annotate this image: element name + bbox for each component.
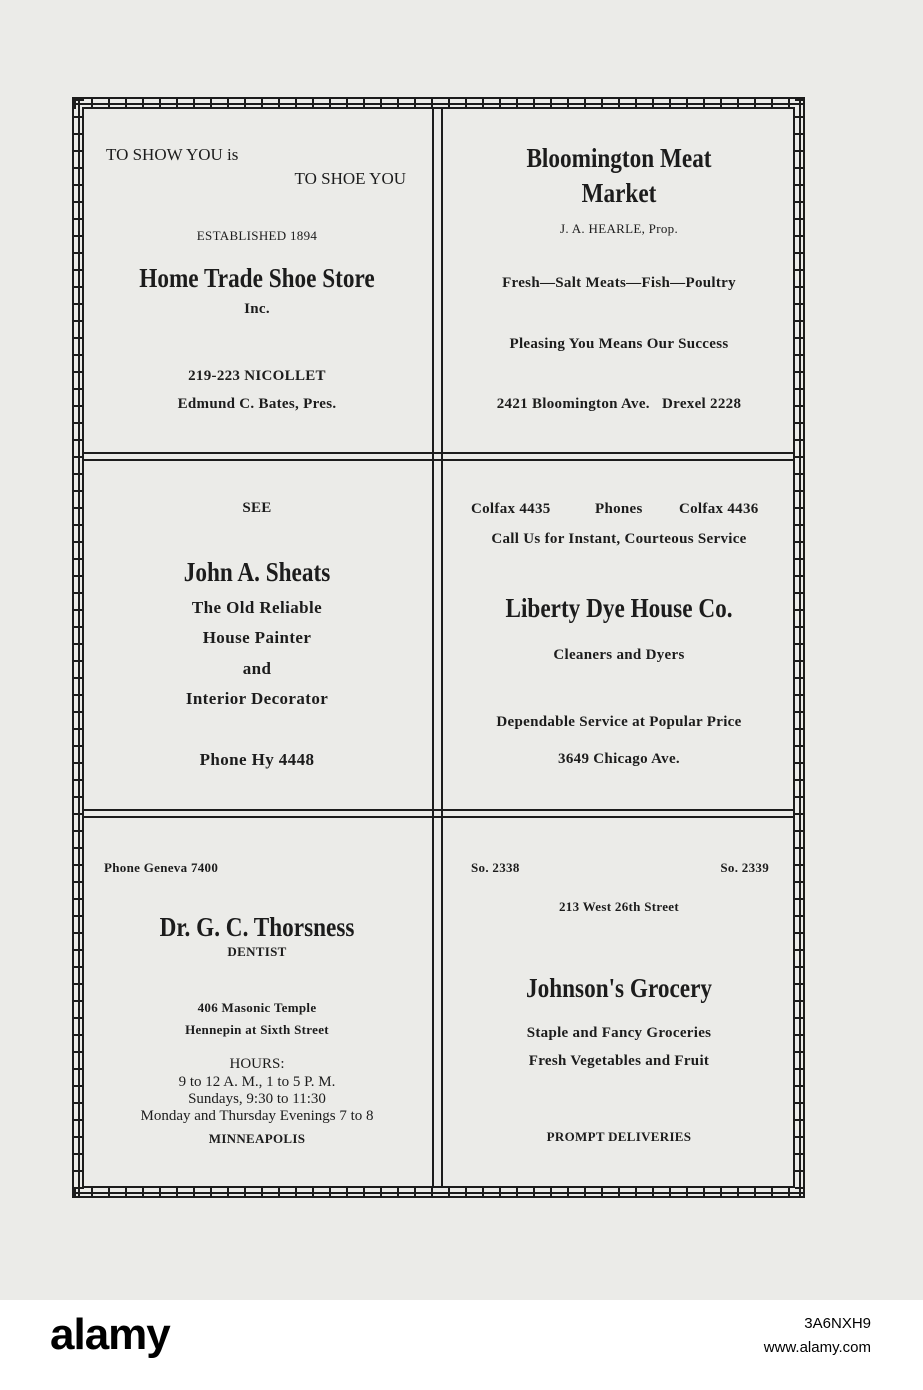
left-ornament-band — [74, 99, 84, 1196]
shoe-store-address: 219-223 NICOLLET — [188, 368, 326, 384]
alamy-logo: alamy — [50, 1310, 170, 1359]
meat-market-motto: Pleasing You Means Our Success — [509, 336, 729, 352]
dentist-city: MINNEAPOLIS — [208, 1131, 306, 1146]
dentist-hours-2: Sundays, 9:30 to 11:30 — [188, 1091, 326, 1107]
painter-line-3: and — [242, 659, 272, 678]
shoe-store-name: Home Trade Shoe Store — [139, 263, 375, 293]
dentist-address-1: 406 Masonic Temple — [197, 1000, 317, 1015]
dentist-phone: Phone Geneva 7400 — [104, 860, 219, 875]
grocery-line-2: Fresh Vegetables and Fruit — [528, 1053, 710, 1069]
meat-market-address: 2421 Bloomington Ave. — [496, 396, 650, 412]
meat-market-contact — [445, 396, 793, 413]
painter-line-2: House Painter — [202, 628, 312, 647]
meat-market-phone: Drexel 2228 — [662, 396, 742, 412]
meat-market-proprietor: J. A. HEARLE, Prop. — [559, 221, 678, 236]
ad-shoe-store — [84, 109, 430, 452]
dentist-title: DENTIST — [227, 944, 287, 959]
dye-house-motto: Dependable Service at Popular Price — [496, 714, 742, 730]
meat-market-name-line-2: Market — [581, 178, 657, 208]
grocery-phone-1: So. 2338 — [471, 860, 520, 875]
dye-house-service: Cleaners and Dyers — [553, 647, 685, 663]
bottom-ornament-band — [74, 1188, 803, 1198]
ad-meat-market — [445, 109, 793, 452]
shoe-store-owner: Edmund C. Bates, Pres. — [177, 396, 337, 412]
shoe-store-suffix: Inc. — [244, 301, 270, 317]
ad-painter — [84, 463, 430, 807]
dentist-name: Dr. G. C. Thorsness — [159, 912, 355, 942]
meat-market-name-line-1: Bloomington Meat — [526, 143, 712, 173]
dentist-address-2: Hennepin at Sixth Street — [185, 1022, 329, 1037]
painter-name: John A. Sheats — [183, 557, 331, 587]
grocery-line-1: Staple and Fancy Groceries — [526, 1025, 712, 1041]
painter-line-1: The Old Reliable — [191, 598, 323, 617]
dye-house-phone-1: Colfax 4435 — [471, 501, 551, 517]
dye-house-address: 3649 Chicago Ave. — [558, 751, 680, 767]
grocery-phone-2: So. 2339 — [720, 860, 769, 875]
painter-see: SEE — [242, 500, 272, 516]
dentist-hours-label: HOURS: — [229, 1056, 285, 1072]
dentist-hours-1: 9 to 12 A. M., 1 to 5 P. M. — [178, 1074, 336, 1090]
ad-grocery — [445, 820, 793, 1186]
alamy-image-id: 3A6NXH9 — [804, 1315, 871, 1332]
dye-house-phone-2: Colfax 4436 — [679, 501, 759, 517]
dye-house-name: Liberty Dye House Co. — [505, 593, 733, 623]
painter-line-4: Interior Decorator — [185, 689, 329, 708]
ad-dye-house — [445, 463, 793, 807]
dentist-hours-3: Monday and Thursday Evenings 7 to 8 — [140, 1108, 374, 1124]
dye-house-tagline: Call Us for Instant, Courteous Service — [491, 531, 747, 547]
alamy-image-info — [764, 1312, 871, 1360]
dye-house-phones-label: Phones — [595, 501, 643, 517]
painter-phone: Phone Hy 4448 — [199, 750, 315, 769]
center-column-divider — [432, 107, 443, 1188]
row-divider-1 — [82, 452, 795, 461]
shoe-slogan-2: TO SHOE YOU — [294, 169, 406, 188]
shoe-slogan-1: TO SHOW YOU is — [106, 145, 239, 164]
meat-market-products: Fresh—Salt Meats—Fish—Poultry — [502, 275, 736, 291]
right-ornament-band — [795, 99, 805, 1196]
grocery-address: 213 West 26th Street — [559, 899, 679, 914]
alamy-site: www.alamy.com — [763, 1339, 871, 1356]
grocery-delivery: PROMPT DELIVERIES — [546, 1129, 692, 1144]
shoe-established: ESTABLISHED 1894 — [196, 228, 318, 243]
row-divider-2 — [82, 809, 795, 818]
grocery-name: Johnson's Grocery — [525, 973, 712, 1003]
ad-dentist — [84, 820, 430, 1186]
